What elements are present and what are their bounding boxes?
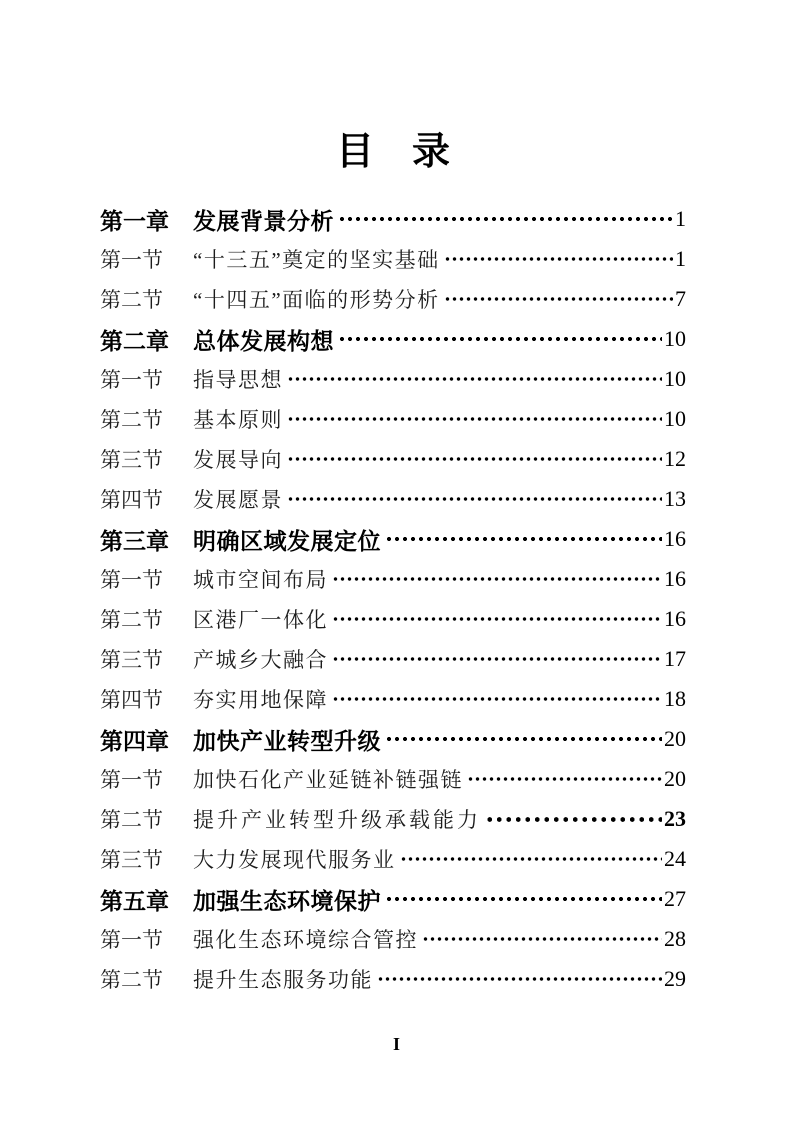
- toc-entry: [100, 359, 686, 399]
- toc-entry: [100, 839, 686, 879]
- toc-entry: [100, 719, 686, 759]
- toc-entry-title: 加强生态环境保护: [193, 887, 381, 914]
- dot-leader: [338, 199, 673, 239]
- toc-entry-title: 提升生态服务功能: [193, 968, 373, 992]
- toc-entry-title: 指导思想: [193, 368, 283, 392]
- toc-entry-page: 24: [664, 846, 686, 871]
- toc-entry-title: 大力发展现代服务业: [193, 848, 396, 872]
- toc-entry-title: 城市空间布局: [193, 568, 328, 592]
- toc-entry: [100, 399, 686, 439]
- toc-entry: [100, 679, 686, 719]
- dot-leader: [287, 399, 662, 439]
- toc-entry-page: 16: [664, 606, 686, 631]
- toc-entry-title: 发展导向: [193, 448, 283, 472]
- dot-leader: [485, 799, 662, 839]
- toc-entry: [100, 639, 686, 679]
- toc-entry: [100, 559, 686, 599]
- toc-entry-label: 第一节: [100, 248, 163, 272]
- toc-entry: [100, 959, 686, 999]
- toc-entry: [100, 879, 686, 919]
- toc-entry-label: 第二节: [100, 968, 163, 992]
- toc-entry-label: 第三章: [100, 527, 169, 554]
- dot-leader: [400, 839, 663, 879]
- toc-entry-label: 第一节: [100, 928, 163, 952]
- toc-entry-title: 强化生态环境综合管控: [193, 928, 418, 952]
- toc-entry-page: 17: [664, 646, 686, 671]
- dot-leader: [332, 679, 662, 719]
- toc-entry-page: 20: [664, 766, 686, 791]
- toc-entry-page: 16: [664, 566, 686, 591]
- toc-entry-title: 明确区域发展定位: [193, 527, 381, 554]
- toc-entry-label: 第一节: [100, 568, 163, 592]
- toc-entry-label: 第二节: [100, 408, 163, 432]
- toc-entry-title: 加快产业转型升级: [193, 727, 381, 754]
- toc-entry-label: 第二章: [100, 327, 169, 354]
- toc-entry-title: 总体发展构想: [193, 327, 334, 354]
- toc-entry-page: 20: [664, 726, 686, 751]
- toc-entry-title: “十四五”面临的形势分析: [193, 288, 440, 312]
- dot-leader: [332, 599, 662, 639]
- toc-entry: [100, 439, 686, 479]
- dot-leader: [422, 919, 662, 959]
- toc-entry-label: 第一节: [100, 368, 163, 392]
- page-title: 目 录: [335, 131, 450, 173]
- toc-entry: [100, 919, 686, 959]
- toc-entry-page: 7: [675, 286, 686, 311]
- toc-entry-label: 第三节: [100, 648, 163, 672]
- toc-entry: [100, 599, 686, 639]
- toc-entry-label: 第二节: [100, 808, 163, 832]
- dot-leader: [385, 719, 662, 759]
- dot-leader: [467, 759, 662, 799]
- toc-entry-title: 发展愿景: [193, 488, 283, 512]
- dot-leader: [287, 479, 662, 519]
- toc-entry-title: “十三五”奠定的坚实基础: [193, 248, 440, 272]
- toc-entry: [100, 799, 686, 839]
- toc-entry-title: 提升产业转型升级承载能力: [193, 808, 481, 832]
- toc-entry-page: 27: [664, 886, 686, 911]
- toc-entry-label: 第五章: [100, 887, 169, 914]
- page-number: I: [392, 1034, 400, 1054]
- toc-entry-label: 第一章: [100, 207, 169, 234]
- dot-leader: [332, 559, 662, 599]
- dot-leader: [338, 319, 662, 359]
- toc-entry-page: 10: [664, 326, 686, 351]
- toc-entry: [100, 479, 686, 519]
- dot-leader: [385, 519, 662, 559]
- toc-entry-page: 16: [664, 526, 686, 551]
- toc-list: [100, 199, 686, 999]
- toc-entry-title: 发展背景分析: [193, 207, 334, 234]
- dot-leader: [377, 959, 662, 999]
- toc-entry-label: 第一节: [100, 768, 163, 792]
- toc-entry-page: 1: [675, 206, 686, 231]
- toc-entry-page: 1: [675, 246, 686, 271]
- toc-entry: [100, 759, 686, 799]
- toc-entry-page: 18: [664, 686, 686, 711]
- toc-entry-page: 29: [664, 966, 686, 991]
- toc-entry-label: 第四节: [100, 688, 163, 712]
- toc-entry-title: 区港厂一体化: [193, 608, 328, 632]
- toc-entry-label: 第四节: [100, 488, 163, 512]
- toc-entry-page: 10: [664, 406, 686, 431]
- dot-leader: [287, 359, 662, 399]
- toc-entry-title: 基本原则: [193, 408, 283, 432]
- dot-leader: [444, 239, 673, 279]
- toc-entry-page: 10: [664, 366, 686, 391]
- toc-entry: [100, 199, 686, 239]
- toc-entry-label: 第二节: [100, 288, 163, 312]
- toc-entry-title: 产城乡大融合: [193, 648, 328, 672]
- dot-leader: [287, 439, 662, 479]
- toc-entry-page: 23: [664, 806, 686, 831]
- toc-entry-label: 第二节: [100, 608, 163, 632]
- toc-entry-title: 夯实用地保障: [193, 688, 328, 712]
- toc-entry-page: 28: [664, 926, 686, 951]
- toc-entry: [100, 519, 686, 559]
- toc-entry-label: 第四章: [100, 727, 169, 754]
- toc-entry-title: 加快石化产业延链补链强链: [193, 768, 463, 792]
- dot-leader: [385, 879, 662, 919]
- toc-entry-label: 第三节: [100, 848, 163, 872]
- toc-entry-label: 第三节: [100, 448, 163, 472]
- toc-entry: [100, 319, 686, 359]
- toc-entry: [100, 279, 686, 319]
- toc-entry-page: 13: [664, 486, 686, 511]
- toc-entry-page: 12: [664, 446, 686, 471]
- dot-leader: [444, 279, 673, 319]
- toc-entry: [100, 239, 686, 279]
- dot-leader: [332, 639, 662, 679]
